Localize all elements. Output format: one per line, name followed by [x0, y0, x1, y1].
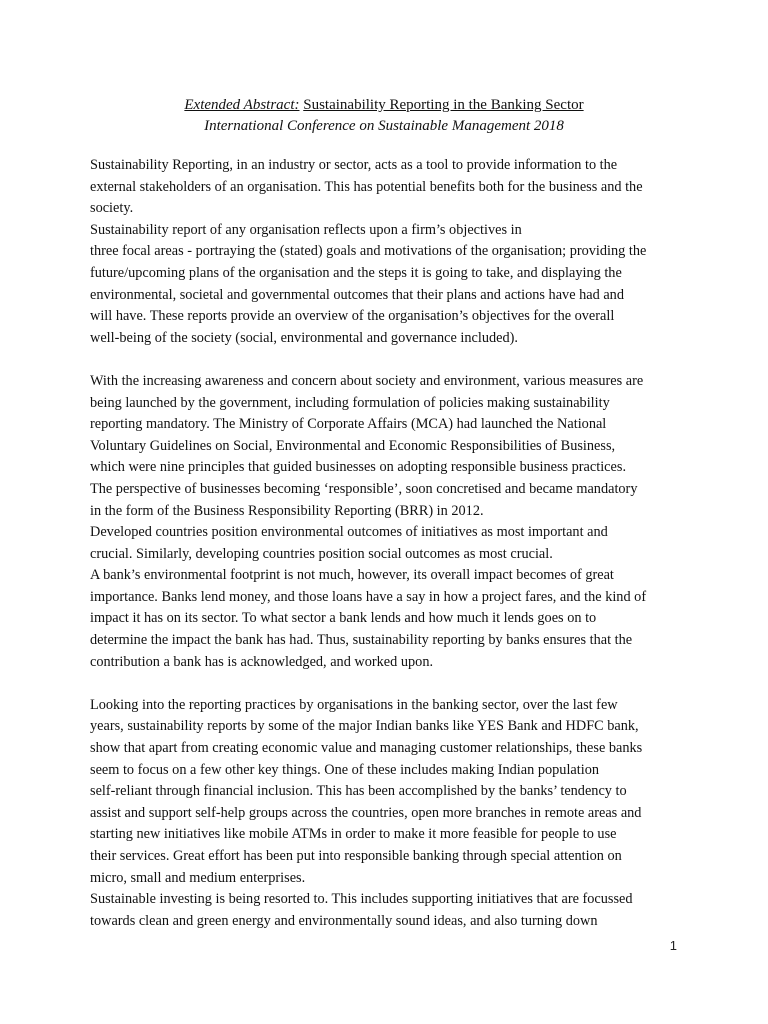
text-line: their services. Great effort has been put into responsible banking through special attention on [90, 848, 622, 864]
paragraph-4 [90, 522, 682, 565]
text-line: will have. These reports provide an overview of the organisation’s objectives for the overall [90, 308, 615, 325]
text-line: determine the impact the bank has had. Thus, sustainability reporting by banks ensures that the [90, 632, 633, 649]
text-line: micro, small and medium enterprises. [90, 869, 306, 886]
text-line: contribution a bank has is acknowledged, and worked upon. [90, 653, 434, 670]
text-line: show that apart from creating economic value and managing customer relationships, these banks [90, 740, 643, 757]
paragraph-gap [90, 349, 682, 371]
text-line: assist and support self-help groups across the countries, open more branches in remote areas and [90, 804, 642, 821]
text-line: Looking into the reporting practices by organisations in the banking sector, over the last few [90, 696, 618, 713]
paragraph-3 [90, 371, 682, 522]
text-line: seem to focus on a few other key things. One of these includes making Indian population [90, 761, 600, 778]
text-line: three focal areas - portraying the (stated) goals and motivations of the organisation; providing the [90, 243, 647, 260]
text-line: being launched by the government, including formulation of policies making sustainability [90, 394, 610, 411]
text-line: Developed countries position environmental outcomes of initiatives as most important and [90, 524, 608, 541]
text-line: society. [90, 200, 134, 217]
text-line: Sustainability report of any organisation reflects upon a firm’s objectives in [90, 221, 522, 238]
document-body [90, 155, 682, 932]
text-line: reporting mandatory. The Ministry of Corporate Affairs (MCA) had launched the National [90, 416, 607, 433]
text-line: which were nine principles that guided businesses on adopting responsible business practices. [90, 459, 627, 476]
text-line: external stakeholders of an organisation. This has potential benefits both for the business and the [90, 178, 643, 195]
text-line: starting new initiatives like mobile ATMs in order to make it more feasible for people to use [90, 826, 617, 843]
text-line: in the form of the Business Responsibility Reporting (BRR) in 2012. [90, 502, 484, 519]
document-header [0, 95, 768, 136]
paragraph-5 [90, 565, 682, 673]
text-line: self-reliant through financial inclusion. This has been accomplished by the banks’ tendency to [90, 783, 627, 800]
text-line: importance. Banks lend money, and those loans have a say in how a project fares, and the kind of [90, 588, 647, 605]
text-line: Sustainable investing is being resorted to. This includes supporting initiatives that are focussed [90, 891, 633, 908]
paragraph-gap [90, 673, 682, 695]
title-prefix: Extended Abstract: [184, 97, 300, 113]
paragraph-7 [90, 889, 682, 932]
text-line: towards clean and green energy and environmentally sound ideas, and also turning down [90, 912, 598, 929]
paragraph-1 [90, 155, 682, 220]
paragraph-6 [90, 695, 682, 889]
text-line: crucial. Similarly, developing countries position social outcomes as most crucial. [90, 545, 553, 562]
text-line: With the increasing awareness and concern about society and environment, various measures are [90, 372, 644, 389]
text-line: Sustainability Reporting, in an industry or sector, acts as a tool to provide information to the [90, 157, 618, 173]
text-line: Voluntary Guidelines on Social, Environmental and Economic Responsibilities of Business, [90, 437, 616, 454]
document-subtitle: International Conference on Sustainable Management 2018 [204, 118, 564, 134]
paragraph-2 [90, 220, 682, 350]
page-number: 1 [669, 938, 677, 953]
text-line: environmental, societal and governmental outcomes that their plans and actions have had and [90, 286, 624, 303]
text-line: impact it has on its sector. To what sector a bank lends and how much it lends goes on to [90, 610, 597, 627]
text-line: A bank’s environmental footprint is not much, however, its overall impact becomes of great [90, 567, 614, 584]
document-title [0, 95, 768, 115]
text-line: future/upcoming plans of the organisation and the steps it is going to take, and displaying the [90, 264, 622, 281]
text-line: years, sustainability reports by some of the major Indian banks like YES Bank and HDFC bank, [90, 718, 639, 735]
title-main: Sustainability Reporting in the Banking Sector [303, 97, 584, 113]
text-line: well-being of the society (social, environmental and governance included). [90, 329, 518, 346]
text-line: The perspective of businesses becoming ‘responsible’, soon concretised and became mandatory [90, 480, 638, 497]
